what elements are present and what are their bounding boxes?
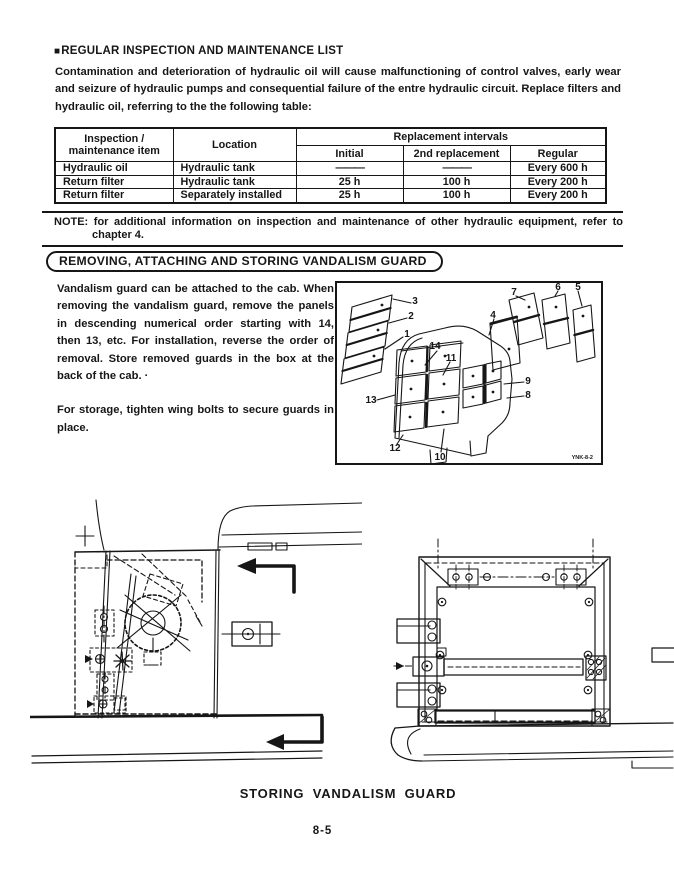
table-cell: ——— bbox=[296, 162, 403, 176]
note-block bbox=[42, 211, 623, 247]
callout-9: 9 bbox=[525, 376, 531, 387]
cab-rear-outline bbox=[96, 500, 362, 550]
note-text: for additional information on inspection and maintenance of other hydraulic equipment, refer to bbox=[93, 216, 623, 228]
table-row bbox=[55, 175, 606, 189]
callout-5: 5 bbox=[575, 283, 581, 293]
section1-heading bbox=[54, 45, 343, 57]
callout-4: 4 bbox=[490, 310, 496, 321]
table-cell: Every 200 h bbox=[510, 189, 606, 203]
figure-code: YNK-8-2 bbox=[571, 455, 593, 461]
table-cell: Return filter bbox=[55, 189, 173, 203]
table-header: Replacement intervals bbox=[296, 128, 606, 146]
storage-box-side-view bbox=[30, 490, 362, 780]
table-cell: Hydraulic oil bbox=[55, 162, 173, 176]
table-header: 2nd replacement bbox=[403, 146, 510, 162]
callout-11: 11 bbox=[445, 353, 457, 364]
table-header: Regular bbox=[510, 146, 606, 162]
table-cell: 100 h bbox=[403, 175, 510, 189]
table-cell: Separately installed bbox=[173, 189, 296, 203]
callout-2: 2 bbox=[408, 311, 414, 322]
cab-body bbox=[395, 326, 512, 463]
storage-box-rear-view bbox=[380, 538, 674, 780]
section1-title: REGULAR INSPECTION AND MAINTENANCE LIST bbox=[61, 45, 344, 57]
table-cell: 25 h bbox=[296, 189, 403, 203]
figure-caption: STORING VANDALISM GUARD bbox=[239, 786, 457, 801]
table-cell: Every 600 h bbox=[510, 162, 606, 176]
vandalism-paragraph-1: Vandalism guard can be attached to the cab. When removing the vandalism guard, remove the panels in descending numerical order starting with 14, then 13, etc. For installation, reverse the order of removal. Store removed guards in the box at the back of the cab. · bbox=[57, 283, 334, 383]
table-cell: Return filter bbox=[55, 175, 173, 189]
cab-illustration bbox=[337, 283, 601, 463]
section2-heading: REMOVING, ATTACHING AND STORING VANDALISM GUARD bbox=[46, 251, 443, 272]
table-header: Inspection / maintenance item bbox=[55, 128, 173, 162]
arrow-left-icon bbox=[237, 558, 294, 592]
maintenance-table bbox=[54, 127, 607, 204]
panel-stack-left bbox=[341, 295, 411, 384]
panel-bolts bbox=[436, 598, 593, 694]
cab-side-panels bbox=[463, 361, 501, 408]
skid-rail bbox=[391, 723, 673, 768]
table-cell: 25 h bbox=[296, 175, 403, 189]
box-frame bbox=[419, 539, 610, 726]
frame-rail-right bbox=[652, 648, 674, 662]
table-cell: 100 h bbox=[403, 189, 510, 203]
square-bullet-icon: ■ bbox=[54, 46, 61, 57]
latch-bracket bbox=[222, 622, 280, 646]
callout-13: 13 bbox=[365, 395, 377, 406]
side-brackets bbox=[394, 619, 446, 707]
table-header: Location bbox=[173, 128, 296, 162]
table-cell: Hydraulic tank bbox=[173, 162, 296, 176]
middle-bar bbox=[444, 656, 606, 680]
note-text-continued: chapter 4. bbox=[92, 229, 144, 241]
callout-7: 7 bbox=[511, 287, 517, 298]
table-row bbox=[55, 162, 606, 176]
intro-paragraph: Contamination and deterioration of hydraulic oil will cause malfunctioning of control valves, early wear and seizure of hydraulic pumps and consequential failure of the entre hydraulic circuit. Replace filters and hydraulic oil, referring to the the following table: bbox=[55, 66, 621, 113]
callout-14: 14 bbox=[429, 341, 441, 352]
table-cell: ——— bbox=[403, 162, 510, 176]
table-row bbox=[55, 189, 606, 203]
body-text-column bbox=[57, 281, 334, 454]
callout-1: 1 bbox=[404, 329, 410, 340]
cab-guard-figure bbox=[335, 281, 603, 465]
note-label: NOTE: bbox=[54, 216, 89, 228]
callout-3: 3 bbox=[412, 296, 418, 307]
page-number: 8-5 bbox=[312, 825, 333, 837]
arrow-left-icon-2 bbox=[266, 717, 322, 750]
vandalism-paragraph-2: For storage, tighten wing bolts to secure guards in place. bbox=[57, 404, 334, 434]
top-hinge-brackets bbox=[448, 565, 586, 589]
table-cell: Every 200 h bbox=[510, 175, 606, 189]
callout-10: 10 bbox=[434, 452, 446, 463]
callout-6: 6 bbox=[555, 283, 561, 293]
callout-8: 8 bbox=[525, 390, 531, 401]
callout-12: 12 bbox=[389, 443, 401, 454]
panel-stack-right bbox=[489, 291, 595, 370]
table-cell: Hydraulic tank bbox=[173, 175, 296, 189]
table-header: Initial bbox=[296, 146, 403, 162]
